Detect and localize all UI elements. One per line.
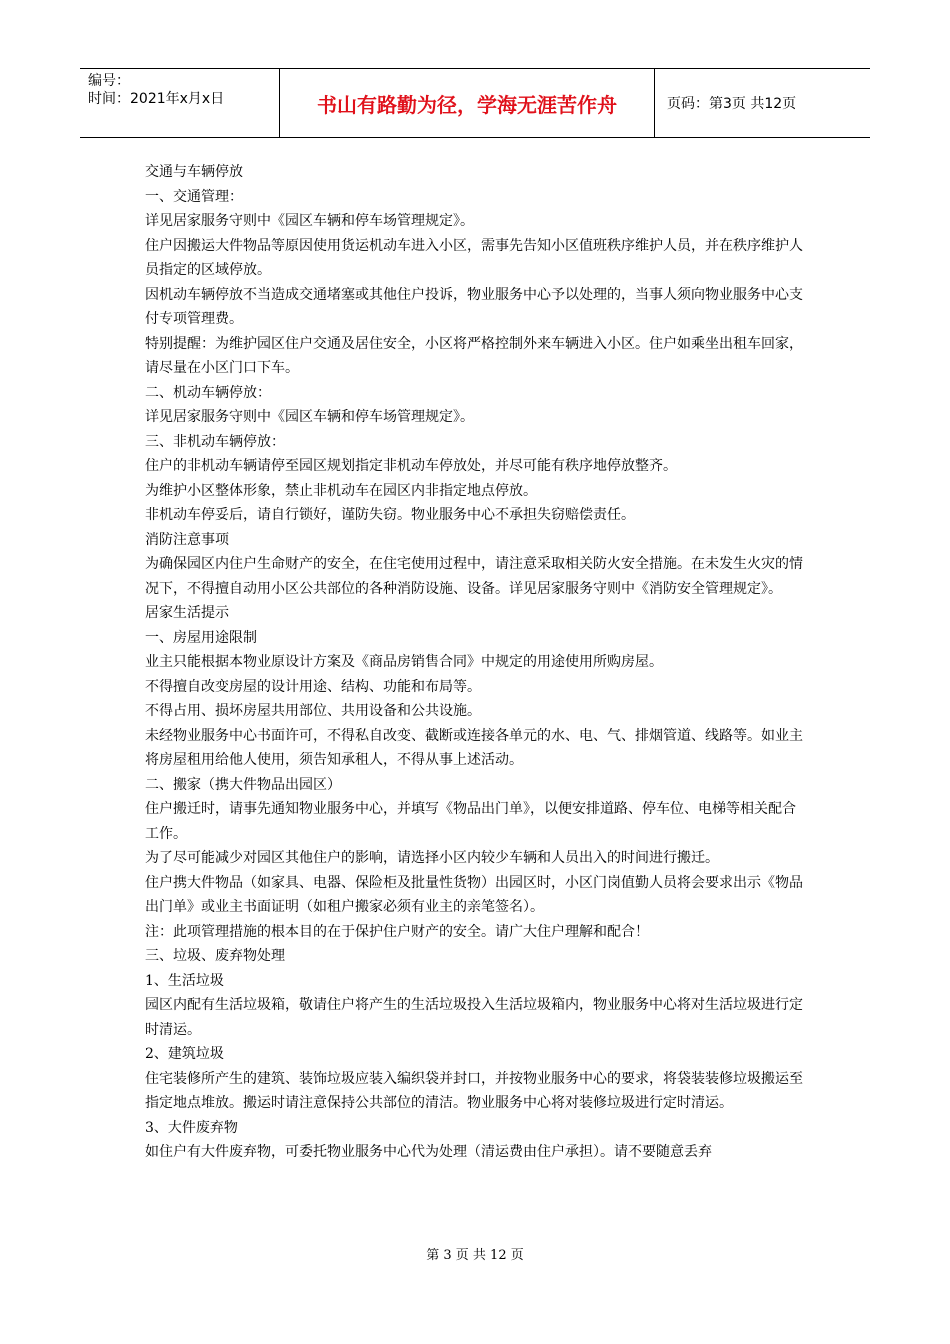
body-paragraph: 因机动车辆停放不当造成交通堵塞或其他住户投诉，物业服务中心予以处理的，当事人须向物业服务中心支付专项管理费。 [145,286,803,327]
document-number: 编号： [88,73,130,89]
footer-page-number: 第 3 页 共 12 页 [426,1248,524,1263]
body-paragraph: 如住户有大件废弃物，可委托物业服务中心代为处理（清运费由住户承担）。请不要随意丢弃 [145,1144,712,1160]
body-paragraph: 业主只能根据本物业原设计方案及《商品房销售合同》中规定的用途使用所购房屋。 [145,654,663,670]
body-paragraph: 不得占用、损坏房屋共用部位、共用设备和公共设施。 [145,703,481,719]
body-paragraph: 非机动车停妥后，请自行锁好，谨防失窃。物业服务中心不承担失窃赔偿责任。 [145,507,635,523]
body-paragraph: 1、生活垃圾 [145,972,224,989]
body-paragraph: 园区内配有生活垃圾箱，敬请住户将产生的生活垃圾投入生活垃圾箱内，物业服务中心将对生活垃圾进行定时清运。 [145,997,803,1038]
body-paragraph: 住户的非机动车辆请停至园区规划指定非机动车停放处，并尽可能有秩序地停放整齐。 [145,458,677,474]
body-paragraph: 不得擅自改变房屋的设计用途、结构、功能和布局等。 [145,678,481,695]
body-paragraph: 三、非机动车辆停放： [145,433,285,450]
header-page-cell [655,69,870,137]
body-paragraph: 3、大件废弃物 [145,1119,238,1136]
header-motto-cell [280,69,655,137]
body-paragraph: 一、交通管理： [145,188,243,205]
body-paragraph: 消防注意事项 [145,531,229,548]
header-page-number: 页码：第3页 共12页 [667,96,797,112]
body-paragraph: 一、房屋用途限制 [145,629,257,646]
body-paragraph: 2、建筑垃圾 [145,1046,224,1062]
body-paragraph: 交通与车辆停放 [145,164,243,180]
document-body [145,160,807,1165]
body-paragraph: 住户搬迁时，请事先通知物业服务中心，并填写《物品出门单》，以便安排道路、停车位、电梯等相关配合工作。 [145,801,796,842]
body-paragraph: 为维护小区整体形象，禁止非机动车在园区内非指定地点停放。 [145,482,537,499]
body-paragraph: 二、机动车辆停放： [145,384,271,401]
body-paragraph: 二、搬家（携大件物品出园区） [145,776,341,793]
body-paragraph: 居家生活提示 [145,605,229,621]
body-paragraph: 为确保园区内住户生命财产的安全，在住宅使用过程中，请注意采取相关防火安全措施。在未发生火灾的情况下，不得擅自动用小区公共部位的各种消防设施、设备。详见居家服务守则中《消防安全管理规定》。 [145,556,803,597]
body-paragraph: 住户因搬运大件物品等原因使用货运机动车进入小区，需事先告知小区值班秩序维护人员，并在秩序维护人员指定的区域停放。 [145,237,803,278]
body-paragraph: 住户携大件物品（如家具、电器、保险柜及批量性货物）出园区时，小区门岗值勤人员将会要求出示《物品出门单》或业主书面证明（如租户搬家必须有业主的亲笔签名）。 [145,874,803,915]
document-header [80,68,870,138]
body-paragraph: 三、垃圾、废弃物处理 [145,948,285,964]
header-meta-cell [80,69,280,137]
document-date: 时间：2021年x月x日 [88,91,225,107]
body-paragraph: 住宅装修所产生的建筑、装饰垃圾应装入编织袋并封口，并按物业服务中心的要求，将袋装装修垃圾搬运至指定地点堆放。搬运时请注意保持公共部位的清洁。物业服务中心将对装修垃圾进行定时清运。 [145,1070,803,1111]
body-paragraph: 注：此项管理措施的根本目的在于保护住户财产的安全。请广大住户理解和配合！ [145,923,649,940]
body-paragraph: 详见居家服务守则中《园区车辆和停车场管理规定》。 [145,409,474,425]
body-paragraph: 特别提醒：为维护园区住户交通及居住安全，小区将严格控制外来车辆进入小区。住户如乘坐出租车回家，请尽量在小区门口下车。 [145,335,803,376]
motto-text: 书山有路勤为径，学海无涯苦作舟 [317,92,617,117]
body-paragraph: 为了尽可能减少对园区其他住户的影响，请选择小区内较少车辆和人员出入的时间进行搬迁。 [145,850,719,866]
page-footer [0,1244,950,1263]
body-paragraph: 未经物业服务中心书面许可，不得私自改变、截断或连接各单元的水、电、气、排烟管道、线路等。如业主将房屋租用给他人使用，须告知承租人，不得从事上述活动。 [145,727,803,768]
body-paragraph: 详见居家服务守则中《园区车辆和停车场管理规定》。 [145,213,474,229]
